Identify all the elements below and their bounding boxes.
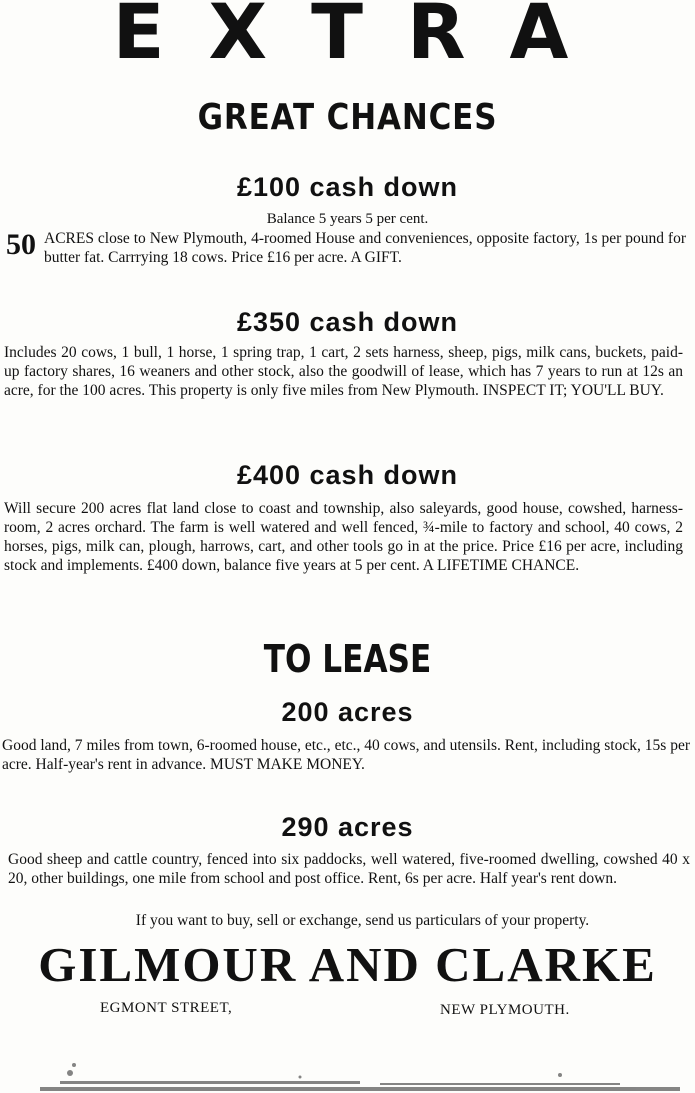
offer-heading-2: £350 cash down [236,307,459,337]
lease-text-2: Good sheep and cattle country, fenced into six paddocks, well watered, five-roomed dwelling, cowshed 40 x 20, other buildings, one mile from school and post office. Rent, 6s per acre. Half year's rent down. [8,851,690,887]
lead-number: 50 [6,228,36,261]
offer-heading-3: £400 cash down [236,460,459,490]
print-speckle [0,1053,695,1093]
address-street: EGMONT STREET, [100,1000,233,1016]
lease-heading-1: 200 acres [281,697,414,727]
closing-note: If you want to buy, sell or exchange, send us particulars of your property. [135,912,590,929]
lease-heading: TO LEASE [263,637,432,681]
lease-text-1: Good land, 7 miles from town, 6-roomed house, etc., etc., 40 cows, and utensils. Rent, including stock, 15s per acre. Half-year's rent in advance. MUST MAKE MONEY. [2,737,690,773]
firm-name: GILMOUR AND CLARKE [38,937,657,992]
offer-text-3: Will secure 200 acres flat land close to coast and township, also saleyards, good house, cowshed, harness-room, 2 acres orchard. The farm is well watered and well fenced, ¾-mile to factory and school, 40 cows, 2 horses, pigs, milk can, plough, harrows, cart, and other tools go in at the price. Price £16 per acre, including stock and implements. £400 down, balance five years at 5 per cent. A LIFETIME CHANCE. [4,500,683,574]
offer-body-1 [6,229,686,267]
subheadline: GREAT CHANCES [197,97,498,138]
headline: EXTRA [112,0,613,76]
offer-text-1: ACRES close to New Plymouth, 4-roomed House and conveniences, opposite factory, 1s per pound for butter fat. Carrrying 18 cows. Price £16 per acre. A GIFT. [44,230,686,266]
address-town: NEW PLYMOUTH. [440,1002,570,1018]
offer-heading-1: £100 cash down [236,172,459,202]
offer-text-2: Includes 20 cows, 1 bull, 1 horse, 1 spring trap, 1 cart, 2 sets harness, sheep, pigs, milk cans, buckets, paid-up factory shares, 16 weaners and other stock, also the goodwill of lease, which has 7 years to run at 12s an acre, for the 100 acres. This property is only five miles from New Plymouth. INSPECT IT; YOU'LL BUY. [4,344,683,399]
offer-subline-1: Balance 5 years 5 per cent. [266,211,429,227]
lease-heading-2: 290 acres [281,812,414,842]
